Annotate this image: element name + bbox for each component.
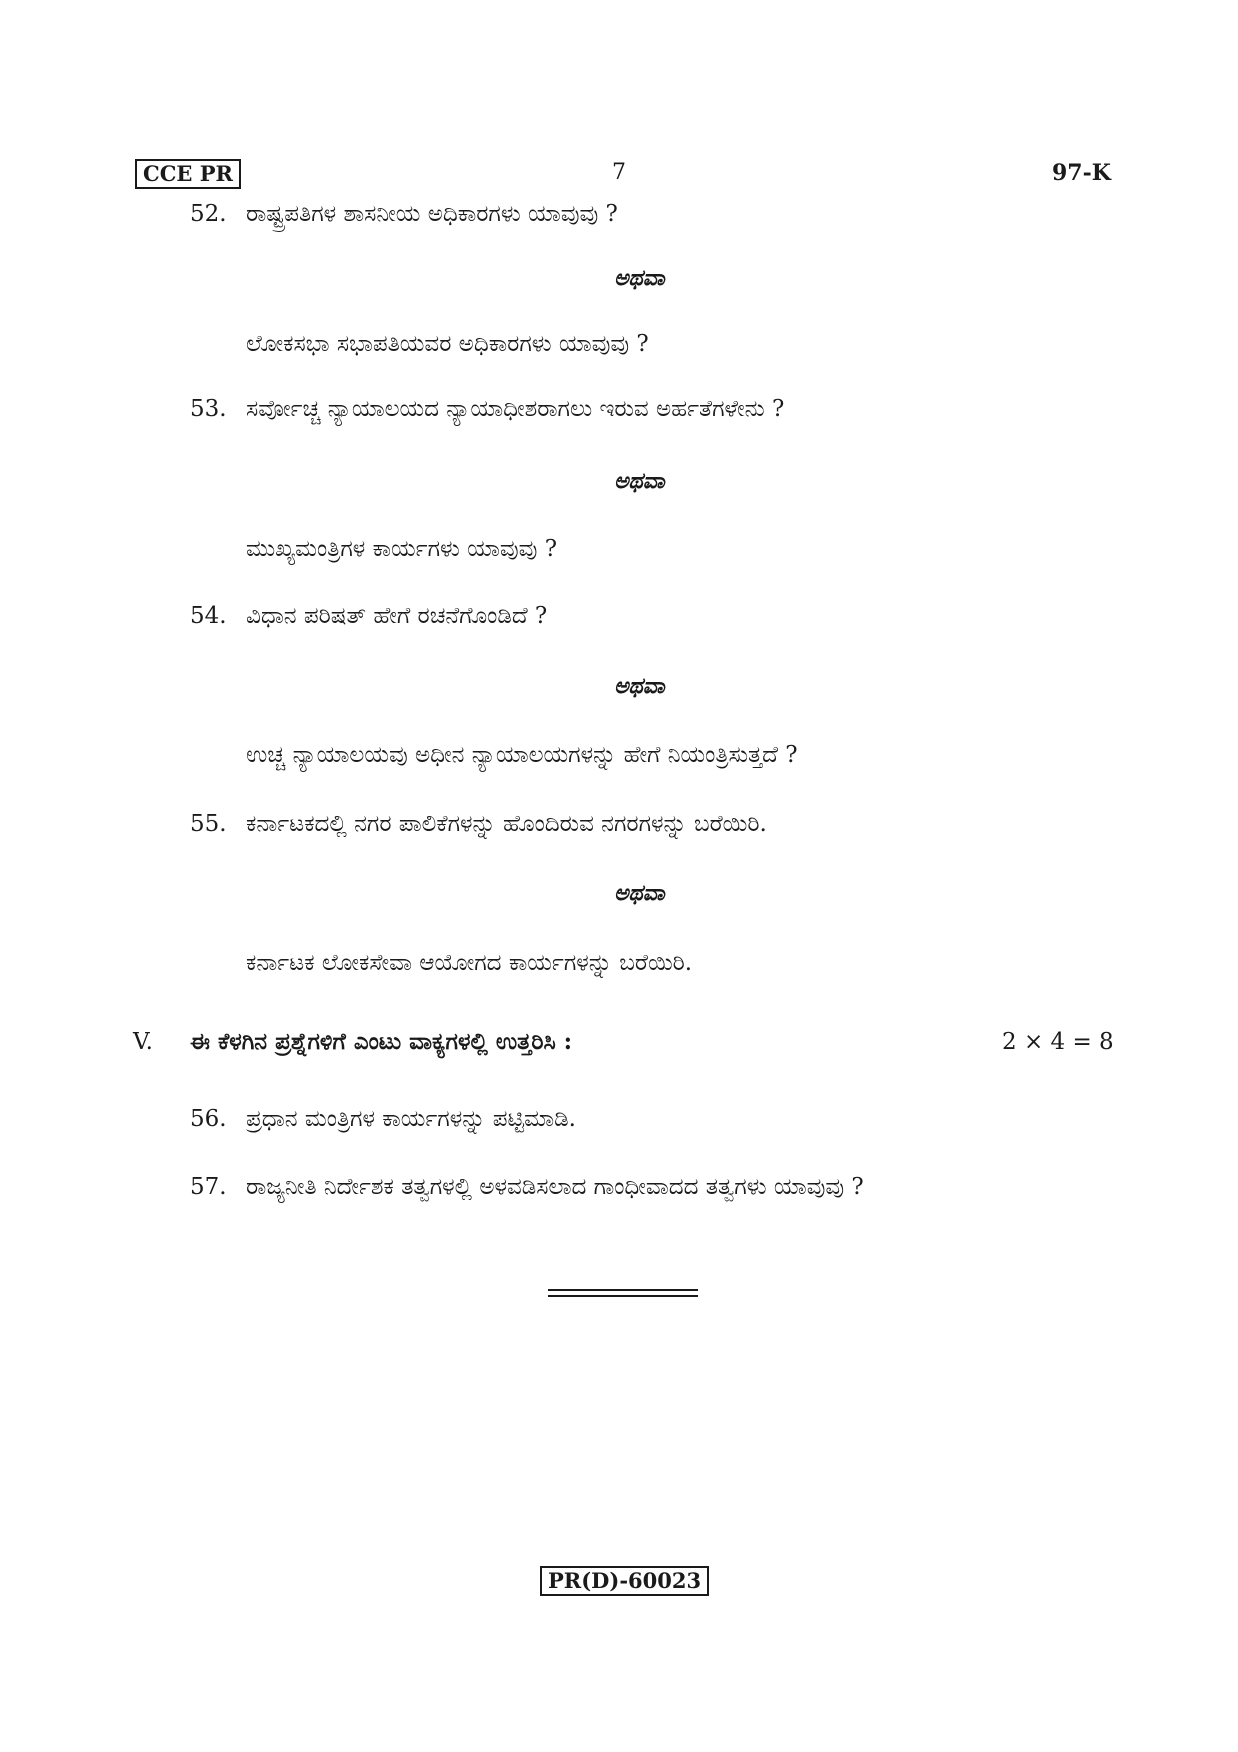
question-53 bbox=[190, 394, 784, 424]
page-number: 7 bbox=[612, 160, 626, 185]
question-number: 57. bbox=[190, 1174, 227, 1200]
question-54-alternative: ಉಚ್ಚ ನ್ಯಾಯಾಲಯವು ಅಧೀನ ನ್ಯಾಯಾಲಯಗಳನ್ನು ಹೇಗೆ ನಿಯಂತ್ರಿಸುತ್ತದೆ ? bbox=[246, 742, 798, 768]
question-52 bbox=[190, 199, 618, 229]
header-right-code: 97-K bbox=[1052, 160, 1111, 186]
question-text: ಕರ್ನಾಟಕದಲ್ಲಿ ನಗರ ಪಾಲಿಕೆಗಳನ್ನು ಹೊಂದಿರುವ ನಗರಗಳನ್ನು ಬರೆಯಿರಿ. bbox=[246, 811, 767, 837]
question-text: ವಿಧಾನ ಪರಿಷತ್ ಹೇಗೆ ರಚನೆಗೊಂಡಿದೆ ? bbox=[246, 603, 548, 629]
section-marks: 2 × 4 = 8 bbox=[1002, 1029, 1114, 1055]
question-57 bbox=[190, 1172, 864, 1202]
end-rule-top bbox=[548, 1289, 698, 1291]
or-label: ಅಥವಾ bbox=[614, 880, 665, 906]
footer-code: PR(D)-60023 bbox=[540, 1566, 709, 1596]
question-55 bbox=[190, 809, 767, 839]
question-number: 52. bbox=[190, 201, 227, 227]
question-number: 56. bbox=[190, 1106, 227, 1132]
section-instruction: ಈ ಕೆಳಗಿನ ಪ್ರಶ್ನೆಗಳಿಗೆ ಎಂಟು ವಾಕ್ಯಗಳಲ್ಲಿ ಉತ್ತರಿಸಿ : bbox=[190, 1028, 573, 1055]
section-roman-numeral: V. bbox=[133, 1029, 153, 1055]
question-number: 55. bbox=[190, 811, 227, 837]
header-left-code: CCE PR bbox=[135, 159, 241, 189]
or-label: ಅಥವಾ bbox=[614, 673, 665, 699]
question-56 bbox=[190, 1104, 576, 1134]
question-text: ಸರ್ವೋಚ್ಚ ನ್ಯಾಯಾಲಯದ ನ್ಯಾಯಾಧೀಶರಾಗಲು ಇರುವ ಅರ್ಹತೆಗಳೇನು ? bbox=[246, 396, 785, 422]
question-number: 53. bbox=[190, 396, 227, 422]
question-text: ಪ್ರಧಾನ ಮಂತ್ರಿಗಳ ಕಾರ್ಯಗಳನ್ನು ಪಟ್ಟಿಮಾಡಿ. bbox=[246, 1106, 576, 1132]
question-55-alternative: ಕರ್ನಾಟಕ ಲೋಕಸೇವಾ ಆಯೋಗದ ಕಾರ್ಯಗಳನ್ನು ಬರೆಯಿರಿ. bbox=[246, 950, 693, 976]
question-text: ರಾಜ್ಯನೀತಿ ನಿರ್ದೇಶಕ ತತ್ವಗಳಲ್ಲಿ ಅಳವಡಿಸಲಾದ ಗಾಂಧೀವಾದದ ತತ್ವಗಳು ಯಾವುವು ? bbox=[246, 1174, 864, 1200]
question-number: 54. bbox=[190, 603, 227, 629]
question-text: ರಾಷ್ಟ್ರಪತಿಗಳ ಶಾಸನೀಯ ಅಧಿಕಾರಗಳು ಯಾವುವು ? bbox=[246, 201, 618, 227]
or-label: ಅಥವಾ bbox=[614, 265, 665, 291]
or-label: ಅಥವಾ bbox=[614, 468, 665, 494]
question-54 bbox=[190, 601, 547, 631]
end-rule-bottom bbox=[548, 1295, 698, 1297]
question-52-alternative: ಲೋಕಸಭಾ ಸಭಾಪತಿಯವರ ಅಧಿಕಾರಗಳು ಯಾವುವು ? bbox=[246, 331, 649, 357]
question-53-alternative: ಮುಖ್ಯಮಂತ್ರಿಗಳ ಕಾರ್ಯಗಳು ಯಾವುವು ? bbox=[246, 536, 558, 562]
